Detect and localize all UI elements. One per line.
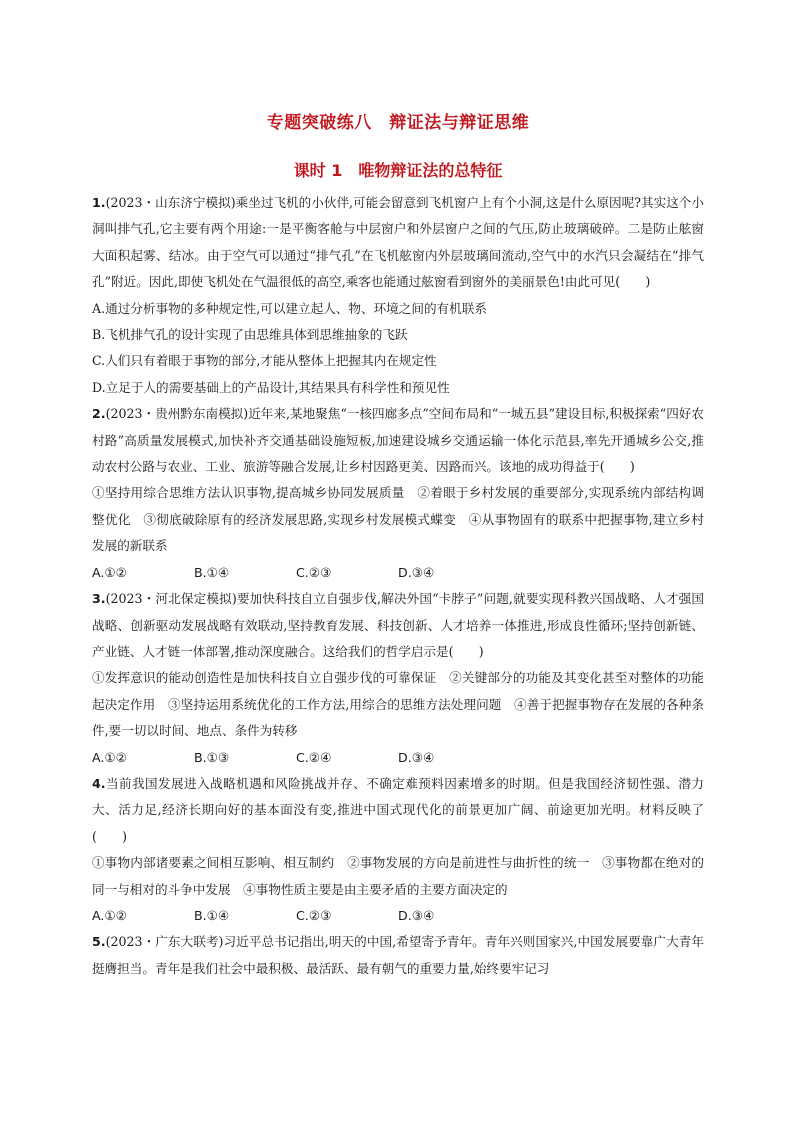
questions-body [92,190,704,982]
choice-a: A.①② [92,907,127,923]
question-1 [92,190,704,401]
choice-d: D.③④ [398,749,435,765]
choice-d: D.③④ [398,907,435,923]
page-title: 专题突破练八 辩证法与辩证思维 [266,113,530,133]
question-stem: (2023・贵州黔东南模拟)近年来,某地聚焦“一核四廊多点”空间布局和“一城五县”建设目标,积极探索“四好农村路”高质量发展模式,加快补齐交通基础设施短板,加速建设城乡交通运输一体化示范县,率先开通城乡公交,推动农村公路与农业、工业、旅游等融合发展,让乡村因路更美、因路而兴。该地的成功得益于( ) [92,406,704,475]
choice-d: D.③④ [398,564,435,580]
choice-row [92,560,704,586]
question-stem: 当前我国发展进入战略机遇和风险挑战并存、不确定难预料因素增多的时期。但是我国经济韧性强、潜力大、活力足,经济长期向好的基本面没有变,推进中国式现代化的前景更加广阔、前途更加光明。材料反映了( ) [92,775,704,844]
question-number: 1. [92,195,106,210]
lesson-subtitle: 课时 1 唯物辩证法的总特征 [293,161,503,180]
choice-c: C.②③ [296,907,332,923]
question-number: 2. [92,406,106,422]
option-d: D.立足于人的需要基础上的产品设计,其结果具有科学性和预见性 [92,379,450,395]
choice-a: A.①② [92,564,127,580]
option-c: C.人们只有着眼于事物的部分,才能从整体上把握其内在规定性 [92,353,437,369]
question-number: 5. [92,934,106,950]
option-b: B.飞机排气孔的设计实现了由思维具体到思维抽象的飞跃 [92,327,408,343]
question-statements: ①事物内部诸要素之间相互影响、相互制约 ②事物发展的方向是前进性与曲折性的统一 ③事物都在绝对的同一与相对的斗争中发展 ④事物性质主要是由主要矛盾的主要方面决定的 [92,855,704,897]
choice-c: C.②④ [296,749,332,765]
choice-b: B.①④ [194,907,230,923]
option-a: A.通过分析事物的多种规定性,可以建立起人、物、环境之间的有机联系 [92,300,487,316]
question-2 [92,401,704,586]
choice-row [92,745,704,771]
question-stem: (2023・广东大联考)习近平总书记指出,明天的中国,希望寄予青年。青年兴则国家兴,中国发展要靠广大青年挺膺担当。青年是我们社会中最积极、最活跃、最有朝气的重要力量,始终要牢记习 [92,934,704,976]
choice-a: A.①② [92,749,127,765]
question-5 [92,929,704,982]
question-number: 3. [92,591,106,607]
question-4 [92,771,704,929]
choice-c: C.②③ [296,564,332,580]
question-number: 4. [92,775,106,791]
question-stem: (2023・山东济宁模拟)乘坐过飞机的小伙伴,可能会留意到飞机窗户上有个小洞,这是什么原因呢?其实这个小洞叫排气孔,它主要有两个用途:一是平衡客舱与中层窗户和外层窗户之间的气压,防止玻璃破碎。二是防止舷窗大面积起雾、结冰。由于空气可以通过“排气孔”在飞机舷窗内外层玻璃间流动,空气中的水汽只会凝结在“排气孔”附近。因此,即使飞机处在气温很低的高空,乘客也能通过舷窗看到窗外的美丽景色!由此可见( ) [92,195,704,290]
question-stem: (2023・河北保定模拟)要加快科技自立自强步伐,解决外国“卡脖子”问题,就要实现科教兴国战略、人才强国战略、创新驱动发展战略有效联动,坚持教育发展、科技创新、人才培养一体推进,形成良性循环;坚持创新链、产业链、人才链一体部署,推动深度融合。这给我们的哲学启示是( ) [92,591,704,659]
question-3 [92,586,704,771]
choice-b: B.①③ [194,749,230,765]
choice-row [92,903,704,929]
question-statements: ①坚持用综合思维方法认识事物,提高城乡协同发展质量 ②着眼于乡村发展的重要部分,实现系统内部结构调整优化 ③彻底破除原有的经济发展思路,实现乡村发展模式蝶变 ④从事物固有的联系中把握事物,建立乡村发展的新联系 [92,485,704,554]
choice-b: B.①④ [194,564,230,580]
question-statements: ①发挥意识的能动创造性是加快科技自立自强步伐的可靠保证 ②关键部分的功能及其变化甚至对整体的功能起决定作用 ③坚持运用系统优化的工作方法,用综合的思维方法处理问题 ④善于把握事物存在发展的各种条件,要一切以时间、地点、条件为转移 [92,670,704,739]
